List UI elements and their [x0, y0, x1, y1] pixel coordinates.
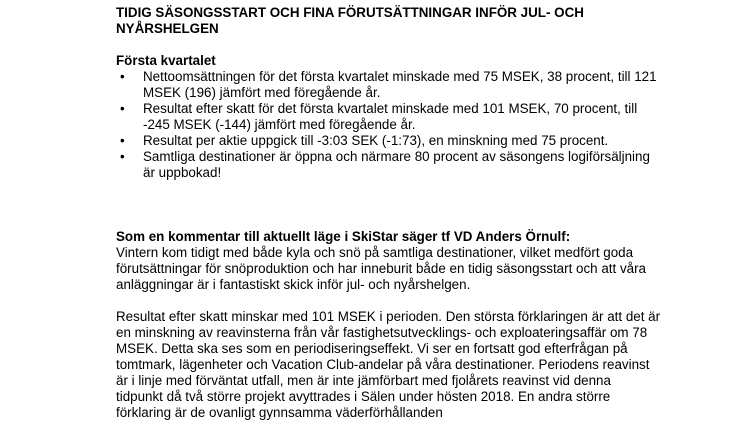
list-item-text: Samtliga destinationer är öppna och närmare 80 procent av säsongens logiförsäljning är uppbokad! — [143, 149, 650, 180]
comment-paragraph: Resultat efter skatt minskar med 101 MSEK i perioden. Den största förklaringen är att det är en minskning av reavinsterna från vår fastighetsutvecklings- och exploateringsaffär om 78 MSEK. Detta ska ses som en periodiseringseffekt. Vi ser en fortsatt god efterfrågan på tomtmark, lägenheter och Vacation Club-andelar på våra destinationer. Periodens reavinst är i linje med förväntat utfall, men är inte jämförbart med fjolårets reavinst vid denna tidpunkt då två större projekt avyttrades i Sälen under hösten 2018. En andra större förklaring är de ovanligt gynnsamma väderförhållanden — [116, 309, 661, 420]
comment-paragraph: Vintern kom tidigt med både kyla och snö på samtliga destinationer, vilket medfört goda förutsättningar för snöproduktion och har inneburit både en tidig säsongsstart och att våra anläggningar är i fantastiskt skick inför jul- och nyårshelgen. — [116, 245, 646, 292]
bullet-icon: • — [120, 101, 125, 116]
bullet-icon: • — [120, 149, 125, 164]
bullet-icon: • — [120, 133, 125, 148]
list-item — [116, 133, 661, 149]
headline: TIDIG SÄSONGSSTART OCH FINA FÖRUTSÄTTNINGAR INFÖR JUL- OCH NYÅRSHELGEN — [116, 5, 584, 36]
spacer — [116, 181, 661, 229]
q1-bullet-list — [116, 69, 661, 181]
bullet-icon: • — [120, 69, 125, 84]
list-item — [116, 101, 661, 133]
press-release-page — [116, 5, 661, 421]
list-item-text: Resultat efter skatt för det första kvartalet minskade med 101 MSEK, 70 procent, till -245 MSEK (-144) jämfört med föregående år. — [143, 101, 638, 132]
comment-section-title: Som en kommentar till aktuellt läge i SkiStar säger tf VD Anders Örnulf: — [116, 229, 571, 244]
q1-section-title: Första kvartalet — [116, 53, 216, 68]
list-item-text: Resultat per aktie uppgick till -3:03 SEK (-1:73), en minskning med 75 procent. — [143, 133, 609, 148]
list-item — [116, 69, 661, 101]
spacer — [116, 293, 661, 309]
list-item-text: Nettoomsättningen för det första kvartalet minskade med 75 MSEK, 38 procent, till 121 MSEK (196) jämfört med föregående år. — [143, 69, 657, 100]
spacer — [116, 37, 661, 53]
list-item — [116, 149, 661, 181]
